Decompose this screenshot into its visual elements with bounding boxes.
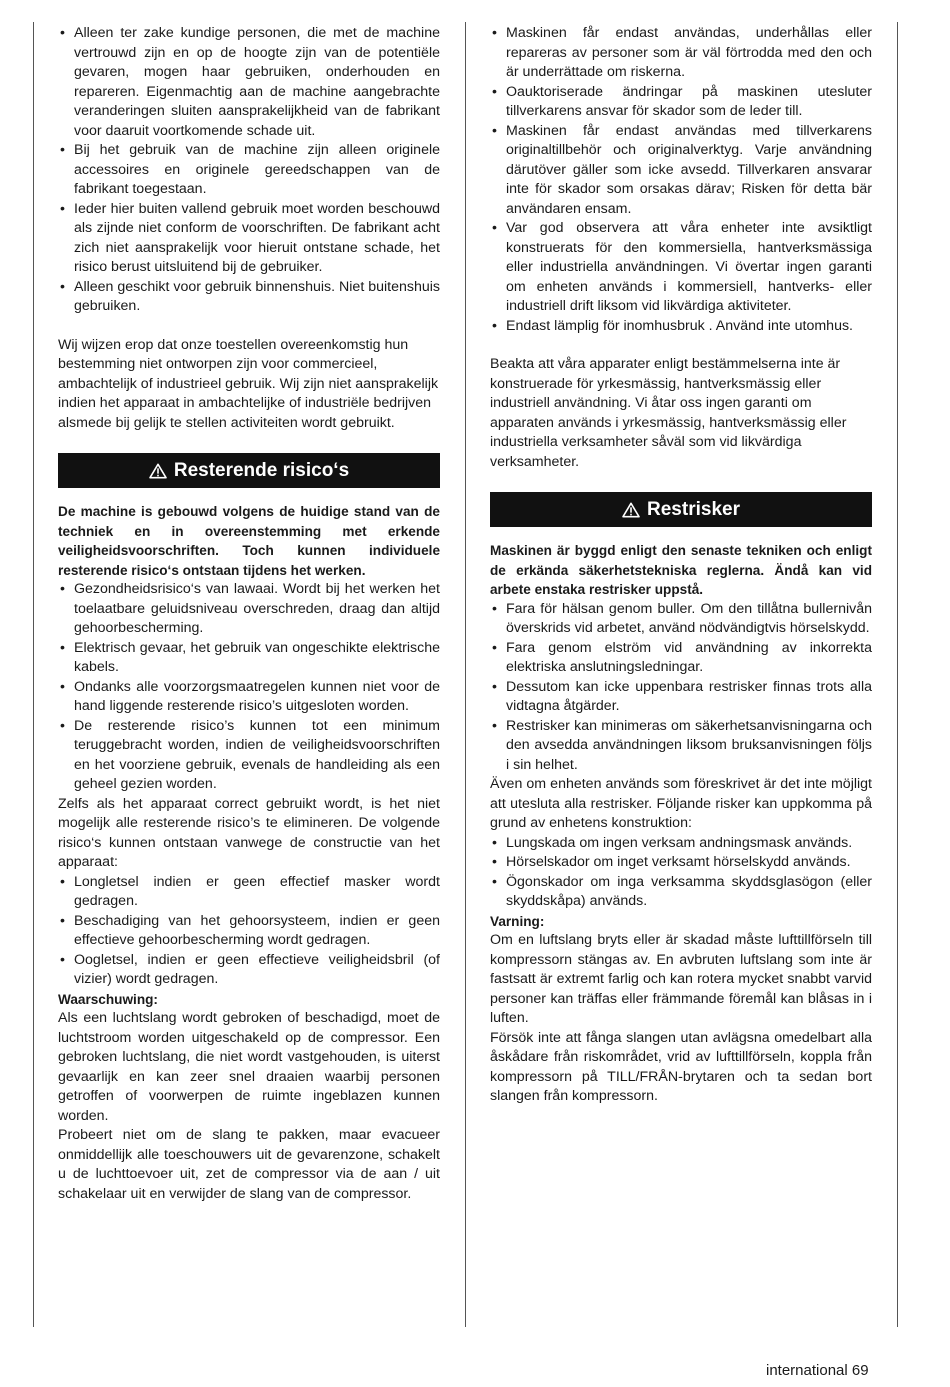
section-heading-banner [58,453,440,488]
left-margin-rule [33,22,34,1327]
intro-paragraph: Wij wijzen erop dat onze toestellen overeenkomstig hun bestemming niet ontworpen zijn voor commercieel, ambachtelijk of industrieel gebruik. Wij zijn niet aansprakelijk indien het apparaat in ambachtelijke of industriële bedrijven alsmede bij gelijk te stellen activiteiten wordt gebruikt. [58,336,439,431]
warning-paragraph: Försök inte att fånga slangen utan avlägsna omedelbart alla åskådare från riskområdet, vrid av lufttillförseln, koppla från kompressorn på TILL/FRÅN-brytaren och ta sedan bort slangen från kompressorn. [490,1029,872,1104]
lead-paragraph: De machine is gebouwd volgens de huidige stand van de techniek en in overeenstemming met erkende veiligheidsvoorschriften. Toch kunnen individuele resterende risico‘s ontstaan tijdens het werken. [58,504,440,578]
list-item: • Maskinen får endast användas med tillverkarens originaltillbehör och originalverktyg. Varje användning därutöver gäller som icke avsedd. Tillverkaren ansvarar inte för skador som orsakas därav; Risken för detta bär användaren ensam. [490,122,872,220]
section-heading-banner [490,492,872,527]
right-margin-rule [897,22,898,1327]
list-item: • Maskinen får endast användas, underhållas eller repareras av personer som är väl förtrodda med den och är underrättade om riskerna. [490,24,872,83]
list-item: • Alleen ter zake kundige personen, die met de machine vertrouwd zijn en op de hoogte zijn van de potentiële gevaren, mogen haar gebruiken, onderhouden en repareren. Eigenmachtig aan de machine aangebrachte veranderingen sluiten aansprakelijkheid van de fabrikant voor daaruit voortkomende schade uit. [58,24,440,141]
list-item: • De resterende risico’s kunnen tot een minimum teruggebracht worden, indien de veiligheidsvoorschriften en het voorziene gebruik, evenals de handleiding als een geheel gezien worden. [58,717,440,795]
dutch-column [58,24,440,1204]
warning-paragraph: Probeert niet om de slang te pakken, maar evacueer onmiddellijk alle toeschouwers uit de gevarenzone, schakelt u de luchttoevoer uit, zet de compressor via de aan / uit schakelaar uit en verwijder de slang van de compressor. [58,1127,440,1202]
construction-paragraph: Även om enheten används som föreskrivet är det inte möjligt att utesluta alla restrisker. Följande risker kan uppkomma på grund av enhetens konstruktion: [490,776,872,831]
warning-label: Varning: [490,913,545,929]
warning-triangle-icon [622,502,640,518]
page-footer: international 69 [766,1362,869,1379]
list-item: • Elektrisch gevaar, het gebruik van ongeschikte elektrische kabels. [58,639,440,678]
warning-triangle-icon [149,463,167,479]
warning-label: Waarschuwing: [58,991,158,1007]
construction-bullet-list [490,834,872,912]
list-item: • Beschadiging van het gehoorsysteem, indien er geen effectieve gehoorbescherming wordt gedragen. [58,912,440,951]
intro-bullet-list [490,24,872,336]
swedish-column [490,24,872,1107]
list-item: • Endast lämplig för inomhusbruk . Använd inte utomhus. [490,317,872,337]
section-heading: Resterende risico‘s [173,459,350,481]
risk-bullet-list [58,580,440,795]
list-item: • Var god observera att våra enheter inte avsiktligt konstruerats för den kommersiella, hantverksmässiga eller industriella användningen. Vi övertar ingen garanti om enheten används i kommersiell, hantverks- eller industriell drift liksom vid likvärdiga aktiviteter. [490,219,872,317]
list-item: • Ieder hier buiten vallend gebruik moet worden beschouwd als zijnde niet conform de voorschriften. De fabrikant acht zich niet aansprakelijk voor hieruit ontstane schade, het risico berust uitsluitend bij de gebruiker. [58,200,440,278]
list-item: • Gezondheidsrisico‘s van lawaai. Wordt bij het werken het toelaatbare geluidsniveau overschreden, draag dan altijd gehoorbescherming. [58,580,440,639]
intro-bullet-list [58,24,440,317]
list-item: • Dessutom kan icke uppenbara restrisker finnas trots alla vidtagna åtgärder. [490,678,872,717]
list-item: • Bij het gebruik van de machine zijn alleen originele accessoires en originele gereedschappen van de fabrikant toegestaan. [58,141,440,200]
lead-paragraph: Maskinen är byggd enligt den senaste tekniken och enligt de erkända säkerhetstekniska reglerna. Ändå kan vid arbete enstaka restrisker uppstå. [490,543,872,597]
list-item: • Lungskada om ingen verksam andningsmask används. [490,834,872,854]
list-item: • Fara genom elström vid användning av inkorrekta elektriska anslutningsledningar. [490,639,872,678]
list-item: • Restrisker kan minimeras om säkerhetsanvisningarna och den avsedda användningen liksom bruksanvisningen följs i sin helhet. [490,717,872,776]
warning-paragraph: Om en luftslang bryts eller är skadad måste lufttillförseln till kompressorn stängas av. En avbruten luftslang som inte är fastsatt är extremt farlig och kan rotera mycket snabbt varvid personer kan träffas eller främmande föremål kan blåsas in i luften. [490,932,872,1026]
list-item: • Ondanks alle voorzorgsmaatregelen kunnen niet voor de hand liggende resterende risico’s uitgesloten worden. [58,678,440,717]
list-item: • Ögonskador om inga verksamma skyddsglasögon (eller skyddskåpa) används. [490,873,872,912]
column-divider-rule [465,22,466,1327]
list-item: • Oogletsel, indien er geen effectieve veiligheidsbril (of vizier) wordt gedragen. [58,951,440,990]
list-item: • Alleen geschikt voor gebruik binnenshuis. Niet buitenshuis gebruiken. [58,278,440,317]
construction-paragraph: Zelfs als het apparaat correct gebruikt wordt, is het niet mogelijk alle resterende risico’s te elimineren. De volgende risico‘s kunnen ontstaan vanwege de constructie van het apparaat: [58,795,440,870]
list-item: • Oauktoriserade ändringar på maskinen utesluter tillverkarens ansvar för skador som de leder till. [490,83,872,122]
construction-bullet-list [58,873,440,990]
list-item: • Longletsel indien er geen effectief masker wordt gedragen. [58,873,440,912]
section-heading: Restrisker [647,498,740,520]
warning-paragraph: Als een luchtslang wordt gebroken of beschadigd, moet de luchtstroom worden uitgeschakeld op de compressor. Een gebroken luchtslang, die niet wordt vastgehouden, is uiterst gevaarlijk en kan zeer snel draaien waarbij personen getroffen of voorwerpen de ruimte ingeblazen kunnen worden. [58,1010,440,1124]
list-item: • Hörselskador om inget verksamt hörselskydd används. [490,853,872,873]
intro-paragraph: Beakta att våra apparater enligt bestämmelserna inte är konstruerade för yrkesmässig, hantverksmässig eller industriell användning. Vi åtar oss ingen garanti om apparaten används i yrkesmässig, hantverksmässig eller industriella verksamheter såväl som vid likvärdiga verksamheter. [490,356,847,470]
risk-bullet-list [490,600,872,776]
list-item: • Fara för hälsan genom buller. Om den tillåtna bullernivån överskrids vid arbetet, använd nödvändigtvis hörselskydd. [490,600,872,639]
